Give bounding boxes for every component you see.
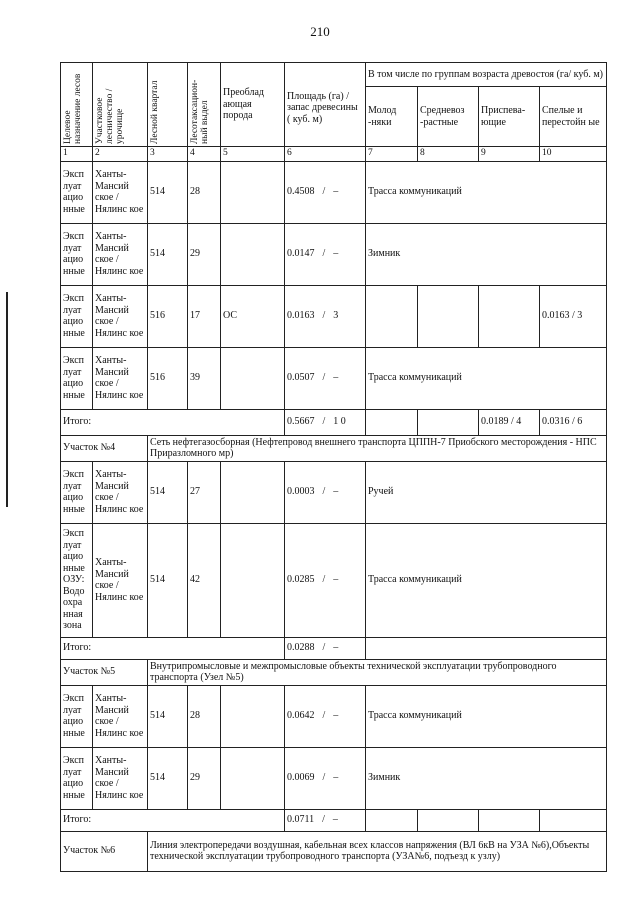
purpose-cell: Эксп луат ацио нные xyxy=(61,223,93,285)
slash: / xyxy=(322,642,326,654)
area-cell xyxy=(285,409,366,435)
column-numbers-row xyxy=(61,147,607,162)
young-cell xyxy=(366,409,418,435)
total-label: Итого: xyxy=(61,409,285,435)
note-cell: Трасса коммуникаций xyxy=(366,523,607,637)
column-number: 6 xyxy=(285,147,366,162)
area-value: 0.0147 xyxy=(287,248,315,260)
species-cell xyxy=(221,685,285,747)
stock-value: – xyxy=(332,814,338,826)
forestry-cell: Ханты-Мансий ское / Нялинс кое xyxy=(93,285,148,347)
quarter-cell: 514 xyxy=(148,223,188,285)
note-cell: Трасса коммуникаций xyxy=(366,161,607,223)
slash: / xyxy=(322,574,326,586)
page-number: 210 xyxy=(310,24,330,39)
column-number: 9 xyxy=(479,147,540,162)
area-cell xyxy=(285,347,366,409)
column-number: 7 xyxy=(366,147,418,162)
forestry-cell: Ханты-Мансий ское / Нялинс кое xyxy=(93,161,148,223)
section-cell: 27 xyxy=(188,461,221,523)
header-age-groups: В том числе по группам возраста древостоя (га/ куб. м) xyxy=(366,63,607,87)
purpose-cell: Эксп луат ацио нные xyxy=(61,461,93,523)
forestry-cell: Ханты-Мансий ское / Нялинс кое xyxy=(93,685,148,747)
premature-cell: 0.0189 / 4 xyxy=(479,409,540,435)
species-cell xyxy=(221,747,285,809)
middle-cell xyxy=(418,285,479,347)
total-label: Итого: xyxy=(61,637,285,659)
stock-value: – xyxy=(333,574,339,586)
total-label: Итого: xyxy=(61,809,285,831)
section-cell: 17 xyxy=(188,285,221,347)
header-premature: Приспева-ющие xyxy=(479,87,540,147)
quarter-cell: 516 xyxy=(148,347,188,409)
forestry-cell: Ханты-Мансий ское / Нялинс кое xyxy=(93,523,148,637)
note-cell: Трасса коммуникаций xyxy=(366,347,607,409)
total-row xyxy=(61,637,607,659)
header-quarter: Лесной квартал xyxy=(148,63,188,147)
stock-value: 1 0 xyxy=(333,416,346,428)
section-description: Сеть нефтегазосборная (Нефтепровод внешнего транспорта ЦППН-7 Приобского месторождения - НПС Приразломного мр) xyxy=(148,435,607,461)
forestry-cell: Ханты-Мансий ское / Нялинс кое xyxy=(93,347,148,409)
note-cell: Трасса коммуникаций xyxy=(366,685,607,747)
species-cell xyxy=(221,461,285,523)
slash: / xyxy=(322,772,326,784)
stock-value: – xyxy=(333,248,339,260)
slash: / xyxy=(322,186,326,198)
header-species: Преоблад ающая порода xyxy=(221,63,285,147)
area-value: 0.0711 xyxy=(287,814,315,826)
note-cell: Зимник xyxy=(366,747,607,809)
header-area: Площадь (га) / запас древесины ( куб. м) xyxy=(285,63,366,147)
header-mature: Спелые и перестойн ые xyxy=(540,87,607,147)
slash: / xyxy=(322,814,325,826)
forest-table xyxy=(60,62,607,872)
total-row xyxy=(61,809,607,831)
slash: / xyxy=(322,248,326,260)
header-purpose: Целевое назначение лесов xyxy=(61,63,93,147)
column-number: 10 xyxy=(540,147,607,162)
area-cell xyxy=(285,461,366,523)
section-cell: 42 xyxy=(188,523,221,637)
species-cell: ОС xyxy=(221,285,285,347)
purpose-cell: Эксп луат ацио нные ОЗУ: Водо охра нная зона xyxy=(61,523,93,637)
header-section: Лесотаксацион-ный выдел xyxy=(188,63,221,147)
area-cell xyxy=(285,747,366,809)
purpose-cell: Эксп луат ацио нные xyxy=(61,747,93,809)
note-cell: Ручей xyxy=(366,461,607,523)
forestry-cell: Ханты-Мансий ское / Нялинс кое xyxy=(93,747,148,809)
total-row xyxy=(61,409,607,435)
stock-value: – xyxy=(333,372,339,384)
area-value: 0.0069 xyxy=(287,772,315,784)
slash: / xyxy=(322,486,326,498)
slash: / xyxy=(322,372,326,384)
species-cell xyxy=(221,523,285,637)
purpose-cell: Эксп луат ацио нные xyxy=(61,347,93,409)
quarter-cell: 514 xyxy=(148,523,188,637)
quarter-cell: 514 xyxy=(148,685,188,747)
header-middle: Средневоз -растные xyxy=(418,87,479,147)
area-value: 0.0642 xyxy=(287,710,315,722)
table-row xyxy=(61,461,607,523)
header-forestry: Участковое лесничество / урочище xyxy=(93,63,148,147)
section-label: Участок №6 xyxy=(61,831,148,871)
empty-cell xyxy=(366,637,607,659)
species-cell xyxy=(221,223,285,285)
section-row xyxy=(61,435,607,461)
section-cell: 39 xyxy=(188,347,221,409)
premature-cell xyxy=(479,809,540,831)
stock-value: 3 xyxy=(333,310,339,322)
area-value: 0.5667 xyxy=(287,416,315,428)
area-cell xyxy=(285,685,366,747)
stock-value: – xyxy=(333,642,339,654)
middle-cell xyxy=(418,409,479,435)
quarter-cell: 514 xyxy=(148,461,188,523)
section-description: Линия электропередачи воздушная, кабельная всех классов напряжения (ВЛ 6кВ на УЗА №6),Объекты технической эксплуатации трубопроводного транспорта (УЗА№6, подъезд к узлу) xyxy=(148,831,607,871)
species-cell xyxy=(221,161,285,223)
quarter-cell: 514 xyxy=(148,747,188,809)
forestry-cell: Ханты-Мансий ское / Нялинс кое xyxy=(93,461,148,523)
column-number: 3 xyxy=(148,147,188,162)
species-cell xyxy=(221,347,285,409)
premature-cell xyxy=(479,285,540,347)
column-number: 5 xyxy=(221,147,285,162)
area-value: 0.0288 xyxy=(287,642,315,654)
purpose-cell: Эксп луат ацио нные xyxy=(61,685,93,747)
young-cell xyxy=(366,285,418,347)
slash: / xyxy=(322,710,326,722)
stock-value: – xyxy=(333,710,339,722)
section-cell: 29 xyxy=(188,747,221,809)
section-cell: 28 xyxy=(188,161,221,223)
table-row xyxy=(61,747,607,809)
margin-bar xyxy=(6,292,8,507)
column-number: 8 xyxy=(418,147,479,162)
header-young: Молод -няки xyxy=(366,87,418,147)
mature-cell xyxy=(540,809,607,831)
note-cell: Зимник xyxy=(366,223,607,285)
area-cell xyxy=(285,285,366,347)
stock-value: – xyxy=(333,186,339,198)
area-value: 0.4508 xyxy=(287,186,315,198)
section-label: Участок №4 xyxy=(61,435,148,461)
section-description: Внутрипромысловые и межпромысловые объекты технической эксплуатации трубопроводного транспорта (Узел №5) xyxy=(148,659,607,685)
purpose-cell: Эксп луат ацио нные xyxy=(61,285,93,347)
column-number: 1 xyxy=(61,147,93,162)
middle-cell xyxy=(418,809,479,831)
column-number: 2 xyxy=(93,147,148,162)
purpose-cell: Эксп луат ацио нные xyxy=(61,161,93,223)
area-cell xyxy=(285,523,366,637)
section-row xyxy=(61,831,607,871)
table-row xyxy=(61,685,607,747)
area-value: 0.0285 xyxy=(287,574,315,586)
section-cell: 28 xyxy=(188,685,221,747)
table-row xyxy=(61,161,607,223)
table-row xyxy=(61,523,607,637)
area-cell xyxy=(285,223,366,285)
table-row xyxy=(61,285,607,347)
table-row xyxy=(61,347,607,409)
stock-value: – xyxy=(333,772,339,784)
area-value: 0.0507 xyxy=(287,372,315,384)
quarter-cell: 514 xyxy=(148,161,188,223)
column-number: 4 xyxy=(188,147,221,162)
slash: / xyxy=(322,416,326,428)
area-cell xyxy=(285,809,366,831)
slash: / xyxy=(322,310,326,322)
young-cell xyxy=(366,809,418,831)
area-cell xyxy=(285,161,366,223)
section-cell: 29 xyxy=(188,223,221,285)
section-row xyxy=(61,659,607,685)
mature-cell: 0.0316 / 6 xyxy=(540,409,607,435)
section-label: Участок №5 xyxy=(61,659,148,685)
area-value: 0.0163 xyxy=(287,310,315,322)
table-row xyxy=(61,223,607,285)
stock-value: – xyxy=(333,486,339,498)
mature-cell: 0.0163 / 3 xyxy=(540,285,607,347)
area-cell xyxy=(285,637,366,659)
forestry-cell: Ханты-Мансий ское / Нялинс кое xyxy=(93,223,148,285)
area-value: 0.0003 xyxy=(287,486,315,498)
quarter-cell: 516 xyxy=(148,285,188,347)
